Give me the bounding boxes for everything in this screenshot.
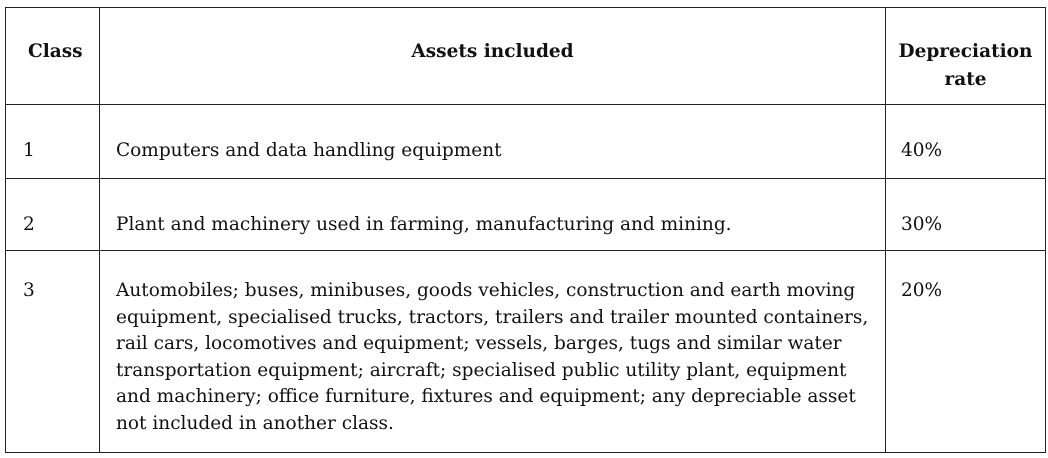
depreciation-table <box>5 7 1046 453</box>
table-row <box>6 179 1046 251</box>
assets-cell: Plant and machinery used in farming, manufacturing and mining. <box>100 179 886 251</box>
assets-cell: Automobiles; buses, minibuses, goods vehicles, construction and earth moving equipment, specialised trucks, tractors, trailers and trailer mounted containers, rail cars, locomotives and equipment; vessels, barges, tugs and similar water transportation equipment; aircraft; specialised public utility plant, equipment and machinery; office furniture, fixtures and equipment; any depreciable asset not included in another class. <box>100 251 886 453</box>
class-cell: 2 <box>6 179 100 251</box>
table-row <box>6 251 1046 453</box>
table-header-row <box>6 8 1046 105</box>
assets-cell: Computers and data handling equipment <box>100 105 886 179</box>
header-depreciation-rate: Depreciation rate <box>886 8 1046 105</box>
header-assets-included: Assets included <box>100 8 886 105</box>
class-cell: 1 <box>6 105 100 179</box>
rate-cell: 40% <box>886 105 1046 179</box>
header-class: Class <box>6 8 100 105</box>
class-cell: 3 <box>6 251 100 453</box>
rate-cell: 30% <box>886 179 1046 251</box>
table-row <box>6 105 1046 179</box>
rate-cell: 20% <box>886 251 1046 453</box>
